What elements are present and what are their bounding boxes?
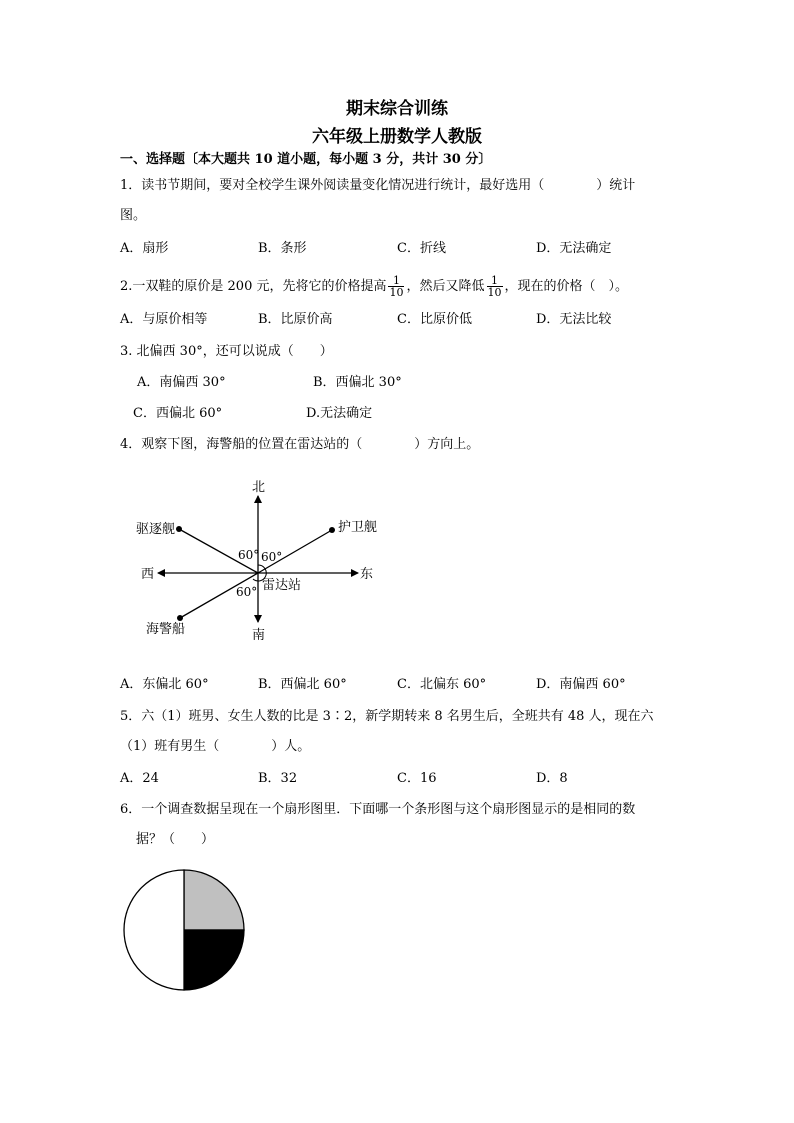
q6-text-line2: 据？（ ） xyxy=(136,832,215,847)
east-label: 东 xyxy=(360,567,374,582)
angle-label-3: 60° xyxy=(236,585,258,599)
q1-option-a: A．扇形 xyxy=(120,241,169,256)
destroyer-label: 驱逐舰 xyxy=(136,522,176,537)
north-label: 北 xyxy=(252,480,266,495)
q3-option-c: C．西偏北 60° xyxy=(133,406,223,421)
frigate-label: 护卫舰 xyxy=(338,520,378,535)
page-title: 期末综合训练 xyxy=(346,99,448,119)
q2-option-a: A．与原价相等 xyxy=(120,312,208,327)
page-subtitle: 六年级上册数学人教版 xyxy=(312,127,482,147)
q2-fraction-1-denominator: 10 xyxy=(389,286,404,299)
q5-option-a: A．24 xyxy=(120,771,159,786)
angle-label-2: 60° xyxy=(261,550,283,564)
q5-option-b: B．32 xyxy=(258,771,298,786)
q2-text-part3: ，现在的价格（ ）。 xyxy=(504,279,629,294)
q2-option-b: B．比原价高 xyxy=(258,312,333,327)
q2-fraction-2 xyxy=(487,275,503,298)
radar-label: 雷达站 xyxy=(262,578,302,593)
west-label: 西 xyxy=(141,567,155,582)
q3-option-b: B．西偏北 30° xyxy=(313,375,402,390)
q2-text-part2: ，然后又降低 xyxy=(406,279,485,294)
q4-option-b: B．西偏北 60° xyxy=(258,677,347,692)
q3-option-a: A．南偏西 30° xyxy=(137,375,226,390)
pie-slice-3 xyxy=(124,870,184,990)
q5-text-line2: （1）班有男生（ ）人。 xyxy=(120,739,311,754)
q1-text-line1: 1．读书节期间，要对全校学生课外阅读量变化情况进行统计，最好选用（ ）统计 xyxy=(120,178,636,193)
q2-fraction-1-numerator: 1 xyxy=(388,275,404,287)
patrol-point xyxy=(177,615,183,621)
q2-fraction-2-denominator: 10 xyxy=(487,286,502,299)
destroyer-point xyxy=(176,526,182,532)
south-label: 南 xyxy=(252,628,266,643)
q5-option-c: C．16 xyxy=(397,771,437,786)
frigate-point xyxy=(329,527,335,533)
q1-option-d: D．无法确定 xyxy=(536,241,612,256)
q4-option-a: A．东偏北 60° xyxy=(120,677,209,692)
q2-fraction-2-numerator: 1 xyxy=(487,275,503,287)
q4-text: 4．观察下图，海警船的位置在雷达站的（ ）方向上。 xyxy=(120,437,480,452)
q3-option-d: D.无法确定 xyxy=(306,406,373,421)
q4-option-d: D．南偏西 60° xyxy=(536,677,626,692)
pie-chart xyxy=(120,866,248,994)
q6-text-line1: 6．一个调查数据呈现在一个扇形图里．下面哪一个条形图与这个扇形图显示的是相同的数 xyxy=(120,802,636,817)
section-heading: 一、选择题〔本大题共 10 道小题，每小题 3 分，共计 30 分〕 xyxy=(120,152,492,167)
q2-option-d: D．无法比较 xyxy=(536,312,612,327)
pie-slice-2 xyxy=(184,930,244,990)
patrol-label: 海警船 xyxy=(146,622,186,637)
q3-text: 3. 北偏西 30°，还可以说成（ ） xyxy=(120,344,333,359)
angle-label-1: 60° xyxy=(238,548,260,562)
q1-option-c: C．折线 xyxy=(397,241,446,256)
pie-slice-1 xyxy=(184,870,244,930)
q2-text-part1: 2.一双鞋的原价是 200 元，先将它的价格提高 xyxy=(120,279,387,294)
q2-text xyxy=(120,275,628,298)
q1-text-line2: 图。 xyxy=(120,208,147,223)
q4-option-c: C．北偏东 60° xyxy=(397,677,487,692)
compass-diagram xyxy=(130,472,390,647)
q5-option-d: D．8 xyxy=(536,771,568,786)
q1-option-b: B．条形 xyxy=(258,241,307,256)
q2-fraction-1 xyxy=(388,275,404,298)
q2-option-c: C．比原价低 xyxy=(397,312,472,327)
q5-text-line1: 5．六（1）班男、女生人数的比是 3∶2，新学期转来 8 名男生后，全班共有 48 人，现在六 xyxy=(120,709,654,724)
